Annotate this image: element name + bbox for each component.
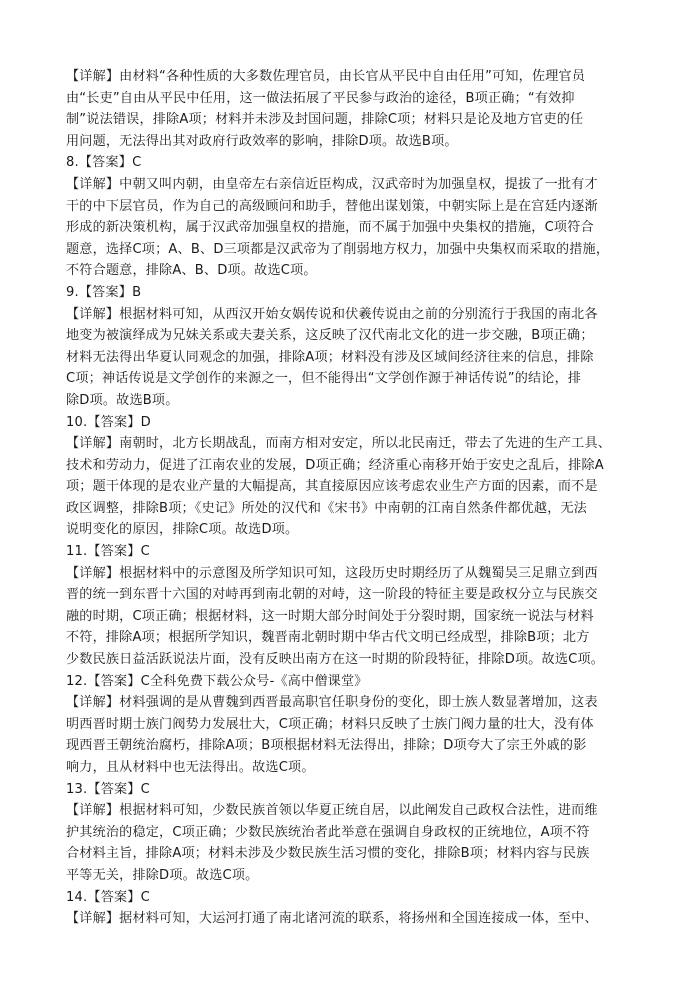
explanation-line: 用问题，无法得出其对政府行政效率的影响，排除D项。故选B项。	[66, 133, 458, 149]
explanation-line: 少数民族日益活跃说法片面，没有反映出南方在这一时期的阶段特征，排除D项。故选C项。	[66, 652, 605, 668]
explanation-line: 融的时期，C项正确；根据材料，这一时期大部分时间处于分裂时期，国家统一说法与材料	[66, 608, 594, 624]
answer-line: 11.【答案】C	[66, 544, 150, 560]
explanation-line: 说明变化的原因，排除C项。故选D项。	[66, 522, 299, 538]
explanation-line: 题意，选择C项；A、B、D三项都是汉武帝为了削弱地方权力，加强中央集权而采取的措施，	[66, 241, 610, 257]
answer-line: 12.【答案】C全科免费下载公众号-《高中僧课堂》	[66, 673, 368, 689]
explanation-line: 【详解】南朝时，北方长期战乱，而南方相对安定，所以北民南迁，带去了先进的生产工具、	[66, 436, 612, 452]
explanation-line: 护其统治的稳定，C项正确；少数民族统治者此举意在强调自身政权的正统地位，A项不符	[66, 824, 590, 840]
explanation-line: 明西晋时期士族门阀势力发展壮大，C项正确；材料只反映了士族门阀力量的壮大，没有体	[66, 716, 594, 732]
explanation-line: C项；神话传说是文学创作的来源之一，但不能得出“文学创作源于神话传说”的结论，排	[66, 371, 582, 387]
answer-explanation-text	[66, 66, 631, 930]
explanation-line: 地变为被演绎成为兄妹关系或夫妻关系，这反映了汉代南北文化的进一步交融，B项正确；	[66, 328, 594, 344]
explanation-line: 由“长吏”自由从平民中任用，这一做法拓展了平民参与政治的途径，B项正确；“有效抑	[66, 90, 575, 106]
explanation-line: 【详解】根据材料可知，少数民族首领以华夏正统自居，以此阐发自己政权合法性，进而维	[66, 803, 598, 819]
explanation-line: 制”说法错误，排除A项；材料并未涉及封国问题，排除C项；材料只是论及地方官吏的任	[66, 112, 584, 128]
answer-line: 14.【答案】C	[66, 889, 150, 905]
explanation-line: 【详解】中朝又叫内朝，由皇帝左右亲信近臣构成，汉武帝时为加强皇权，提拔了一批有才	[66, 176, 598, 192]
explanation-line: 形成的新决策机构，属于汉武帝加强皇权的措施，而不属于加强中央集权的措施，C项符合	[66, 220, 594, 236]
explanation-line: 项；题干体现的是农业产量的大幅提高，其直接原因应该考虑农业生产方面的因素，而不是	[66, 479, 598, 495]
explanation-line: 【详解】材料强调的是从曹魏到西晋最高职官任职身份的变化，即士族人数显著增加，这表	[66, 695, 598, 711]
explanation-line: 除D项。故选B项。	[66, 392, 179, 408]
answer-line: 13.【答案】C	[66, 781, 150, 797]
explanation-line: 平等无关，排除D项。故选C项。	[66, 867, 259, 883]
explanation-line: 不符，排除A项；根据所学知识，魏晋南北朝时期中华古代文明已经成型，排除B项；北方	[66, 630, 590, 646]
explanation-line: 【详解】根据材料中的示意图及所学知识可知，这段历史时期经历了从魏蜀吴三足鼎立到西	[66, 565, 598, 581]
explanation-line: 材料无法得出华夏认同观念的加强，排除A项；材料没有涉及区域间经济往来的信息，排除	[66, 349, 594, 365]
explanation-line: 【详解】由材料“各种性质的大多数佐理官员，由长官从平民中自由任用”可知，佐理官员	[66, 69, 586, 84]
explanation-line: 合材料主旨，排除A项；材料未涉及少数民族生活习惯的变化，排除B项；材料内容与民族	[66, 846, 590, 862]
explanation-line: 【详解】根据材料可知，从西汉开始女娲传说和伏羲传说由之前的分别流行于我国的南北各	[66, 306, 598, 322]
explanation-line: 响力，且从材料中也无法得出。故选C项。	[66, 760, 315, 775]
answer-line: 9.【答案】B	[66, 284, 142, 300]
explanation-line: 现西晋王朝统治腐朽，排除A项；B项根据材料无法得出，排除；D项夸大了宗王外戚的影	[66, 738, 587, 754]
explanation-line: 不符合题意，排除A、B、D项。故选C项。	[66, 263, 317, 279]
explanation-line: 【详解】据材料可知，大运河打通了南北诸河流的联系，将扬州和全国连接成一体，至中、	[66, 911, 598, 927]
explanation-line: 晋的统一到东晋十六国的对峙再到南北朝的对峙，这一阶段的特征主要是政权分立与民族交	[66, 587, 598, 603]
answer-line: 8.【答案】C	[66, 155, 142, 171]
answer-line: 10.【答案】D	[66, 414, 151, 430]
explanation-line: 技术和劳动力，促进了江南农业的发展，D项正确；经济重心南移开始于安史之乱后，排除A	[66, 457, 604, 473]
explanation-line: 政区调整，排除B项；《史记》所处的汉代和《宋书》中南朝的江南自然条件都优越，无法	[66, 500, 588, 516]
explanation-line: 干的中下层官员，作为自己的高级顾问和助手，替他出谋划策，中朝实际上是在宫廷内逐渐	[66, 198, 598, 214]
